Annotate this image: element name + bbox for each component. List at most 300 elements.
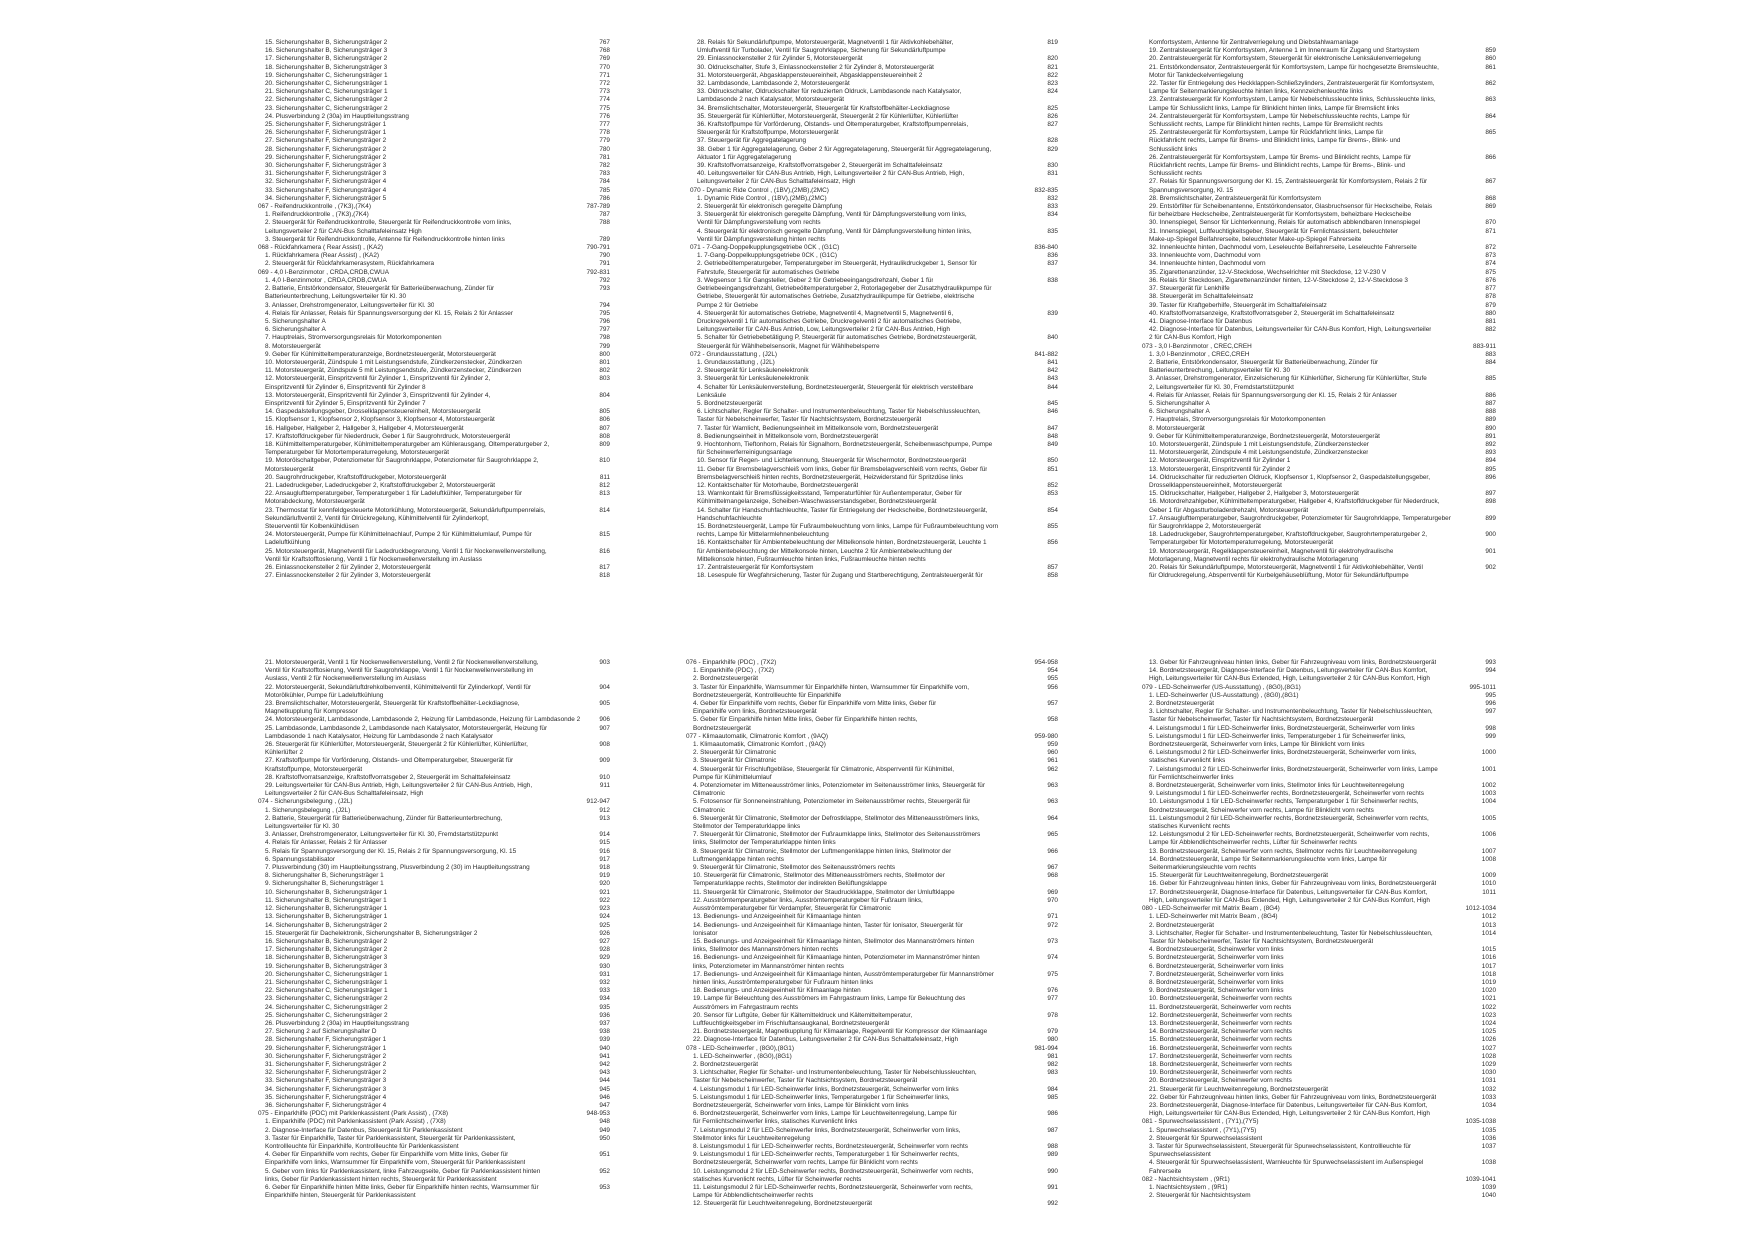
entry-text: 17. Kraftstoffdruckgeber für Niederdruck, Geber 1 für Saugrohrdruck, Motorsteuergerät <box>265 432 511 440</box>
index-entry <box>686 741 1058 749</box>
entry-text: 082 - Nachtsichtsystem , (9R1) <box>1142 1175 1230 1183</box>
index-entry <box>1142 146 1496 154</box>
index-entry <box>1142 823 1496 831</box>
entry-text: 26. Einlassnockensteller 2 für Zylinder 2, Motorsteuergerät <box>265 564 431 571</box>
entry-page-number: 900 <box>1485 531 1496 539</box>
entry-text: Motorlagerung, Magnetventil rechts für elektrohydraulische Motorlagerung <box>1149 555 1359 563</box>
entry-text: 18. Bedienungs- und Anzeigeeinheit für Klimaanlage hinten <box>693 987 861 995</box>
entry-text: 35. Zigarettenanzünder, 12-V-Steckdose, Wechselrichter mit Steckdose, 12 V-230 V <box>1149 268 1387 276</box>
entry-text: Leitungsverteiler für CAN-Bus Antrieb, Low, Leitungsverteiler 2 für CAN-Bus Antrieb, High <box>697 326 950 334</box>
index-entry <box>258 334 610 342</box>
column-bottom-right <box>1142 659 1496 1200</box>
entry-text: 4. Relais für Anlasser, Relais für Spannungsversorgung der Kl. 15, Relais 2 für Anlasser <box>1149 391 1397 399</box>
entry-page-number: 885 <box>1485 375 1496 383</box>
entry-text: 23. Bremslichtschalter, Motorsteuergerät, Steuergerät für Kraftstoffbehälter-Leckdiagnose, <box>265 700 520 708</box>
entry-page-number: 838 <box>1047 276 1058 284</box>
index-entry <box>690 556 1058 564</box>
entry-text: 7. Bordnetzsteuergerät, Scheinwerfer vorn links <box>1149 970 1284 978</box>
entry-text: 37. Steuergerät für Lenkhilfe <box>1149 285 1230 293</box>
entry-text: rechts, Lampe für Mittelarmlehnenbeleuchtung <box>697 531 829 539</box>
entry-page-number: 922 <box>599 896 610 904</box>
entry-page-number: 925 <box>599 921 610 929</box>
entry-page-number: 862 <box>1485 80 1496 88</box>
index-entry <box>686 905 1058 913</box>
index-entry <box>1142 457 1496 465</box>
entry-page-number: 940 <box>599 1044 610 1052</box>
entry-text: 3. Wegsensor 1 für Gangsteller, Geber 2 für Getriebeeingangsdrehzahl, Geber 1 für <box>697 276 934 284</box>
entry-text: Bordnetzsteuergerät, Scheinwerfer vorn links, Lampe für Blinklicht vorn links <box>693 1101 909 1109</box>
index-entry <box>690 252 1058 260</box>
index-entry <box>686 815 1058 823</box>
entry-text: 16. Sicherungshalter B, Sicherungsträger 2 <box>265 937 388 945</box>
entry-page-number: 1034 <box>1481 1101 1496 1109</box>
entry-text: 1. Klimaautomatik, Climatronic Komfort , (9AQ) <box>693 741 826 749</box>
index-entry <box>686 954 1058 962</box>
entry-page-number: 1010 <box>1481 880 1496 888</box>
index-entry <box>690 392 1058 400</box>
entry-page-number: 982 <box>1047 1060 1058 1068</box>
index-entry <box>1142 474 1496 482</box>
entry-text: 5. Geber vorn links für Parklenkassistent, linke Fahrzeugseite, Geber für Parklenkassistent hinten <box>265 1167 541 1175</box>
index-entry <box>1142 1086 1496 1094</box>
index-entry <box>686 971 1058 979</box>
index-entry <box>258 1135 610 1143</box>
entry-text: 2, Leitungsverteiler für Kl. 30, Fremdstartstützpunkt <box>1149 383 1294 391</box>
entry-text: 4. Geber für Einparkhilfe vorn rechts, Geber für Einparkhilfe vorn Mitte links, Geber für <box>265 1151 509 1159</box>
entry-text: 23. Bordnetzsteuergerät, Diagnose-Interface für Datenbus, Leitungsverteiler für CAN-Bus Komfort, <box>1149 1101 1428 1109</box>
index-entry <box>258 433 610 441</box>
entry-text: 2. Steuergerät für Climatronic <box>693 749 777 757</box>
entry-text: 27. Einlassnockensteller 2 für Zylinder 3, Motorsteuergerät <box>265 572 431 580</box>
index-entry <box>1142 971 1496 979</box>
entry-text: Einparkhilfe vorn links, Bordnetzsteuergerät <box>693 708 817 716</box>
index-entry <box>258 137 610 145</box>
index-entry <box>258 659 610 667</box>
index-entry <box>1142 178 1496 186</box>
index-entry <box>258 408 610 416</box>
entry-text: 5. Bordnetzsteuergerät, Scheinwerfer vorn links <box>1149 954 1284 962</box>
index-entry <box>258 55 610 63</box>
entry-text: 16. Motordrehzahlgeber, Kühlmitteltemperaturgeber, Hallgeber 4, Kraftstoffdruckgeber für Niederdruck, <box>1149 498 1440 506</box>
entry-text: 14. Bordnetzsteuergerät, Lampe für Seitenmarkierungsleuchte vorn links, Lampe für <box>1149 855 1387 863</box>
entry-page-number: 910 <box>599 773 610 781</box>
index-entry <box>1142 170 1496 178</box>
entry-page-number: 840 <box>1047 334 1058 342</box>
entry-text: Leitungsverteiler für Kl. 30 <box>265 823 340 831</box>
entry-page-number: 833 <box>1047 203 1058 211</box>
entry-page-number: 995-1011 <box>1469 683 1496 691</box>
entry-text: Ventil für Kraftstofftosierung, Ventil 1 für Nockenwellenverstellung im Auslass <box>265 555 482 563</box>
entry-text: 27. Kraftstoffpumpe für Vorförderung, Ölstands- und Öltemperaturgeber, Steuergerät für <box>265 757 514 765</box>
entry-page-number: 777 <box>599 121 610 129</box>
index-entry <box>1142 1069 1496 1077</box>
entry-text: Druckregelventil 1 für automatisches Getriebe, Druckregelventil 2 für automatisches Getriebe, <box>697 317 962 325</box>
index-entry <box>258 1028 610 1036</box>
index-entry <box>258 815 610 823</box>
entry-page-number: 773 <box>599 88 610 96</box>
entry-text: 9. Geber für Kühlmitteltemperaturanzeige, Bordnetzsteuergerät, Motorsteuergerät <box>1149 432 1380 440</box>
entry-text: 10. Leistungsmodul 1 für LED-Scheinwerfer rechts, Temperaturgeber 1 für Scheinwerfer rechts, <box>1149 798 1419 806</box>
entry-text: 35. Steuergerät für Kühlerlüfter, Motorsteuergerät, Steuergerät 2 für Kühlerlüfter, Kühlerlüfter <box>697 112 959 120</box>
index-entry <box>686 897 1058 905</box>
entry-text: 3. Taster für Einparkhilfe, Warnsummer für Einparkhilfe hinten, Warnsummer für Einparkhilfe vorn, <box>693 683 970 691</box>
index-entry <box>258 1020 610 1028</box>
entry-page-number: 790 <box>599 252 610 260</box>
entry-text: 6. Bordnetzsteuergerät, Scheinwerfer vorn links, Lampe für Leuchtweitenregelung, Lampe für <box>693 1110 957 1118</box>
entry-text: 31. Sicherungshalter F, Sicherungsträger 2 <box>265 1060 387 1068</box>
index-entry <box>690 88 1058 96</box>
entry-text: Climatronic <box>693 790 725 798</box>
index-entry <box>1142 880 1496 888</box>
entry-text: 3. Taster für Spurwechselassistent, Steuergerät für Spurwechselassistent, Kontrollleuchte für <box>1149 1142 1412 1150</box>
index-entry <box>258 1069 610 1077</box>
entry-text: Lampe für Abblendlichtscheinwerfer rechts <box>693 1192 814 1200</box>
index-entry <box>690 146 1058 154</box>
entry-page-number: 995 <box>1485 691 1496 699</box>
index-entry <box>1142 137 1496 145</box>
index-entry <box>1142 375 1496 383</box>
entry-text: 15. Steuergerät für Dachelektronik, Sicherungshalter B, Sicherungsträger 2 <box>265 929 478 937</box>
entry-text: 14. Bedienungs- und Anzeigeeinheit für Klimaanlage hinten, Taster für Ionisator, Steuergerät für <box>693 921 963 929</box>
entry-text: 22. Motorsteuergerät, Sekundärluftdrehkolbenventil, Kühlmittelventil für Zylinderkopf, Ventil für <box>265 683 532 691</box>
entry-page-number: 1028 <box>1481 1052 1496 1060</box>
entry-page-number: 775 <box>599 104 610 112</box>
entry-page-number: 937 <box>599 1019 610 1027</box>
index-entry <box>686 684 1058 692</box>
entry-text: 4. Bordnetzsteuergerät, Scheinwerfer vorn links <box>1149 946 1284 954</box>
entry-page-number: 963 <box>1047 798 1058 806</box>
entry-page-number: 803 <box>599 375 610 383</box>
entry-text: 1. Reifendruckkontrolle , (7K3),(7K4) <box>265 211 369 219</box>
index-entry <box>686 1135 1058 1143</box>
entry-page-number: 823 <box>1047 80 1058 88</box>
index-entry <box>258 72 610 80</box>
index-entry <box>258 498 610 506</box>
entry-text: 1. LED-Scheinwerfer , (8G0),(8G1) <box>693 1052 792 1060</box>
entry-text: 15. Bedienungs- und Anzeigeeinheit für Klimaanlage hinten, Stellmotor des Mannanströmers hinten <box>693 937 975 945</box>
entry-page-number: 808 <box>599 432 610 440</box>
entry-page-number: 950 <box>599 1134 610 1142</box>
entry-page-number: 945 <box>599 1085 610 1093</box>
entry-text: 35. Sicherungshalter F, Sicherungsträger 4 <box>265 1093 387 1101</box>
entry-page-number: 1023 <box>1481 1011 1496 1019</box>
index-entry <box>258 979 610 987</box>
index-entry <box>1142 790 1496 798</box>
index-entry <box>258 113 610 121</box>
entry-page-number: 780 <box>599 145 610 153</box>
entry-text: Taster für Nebelscheinwerfer, Taster für Nachtsichtsystem, Bordnetzsteuergerät <box>693 1077 918 1085</box>
index-entry <box>258 864 610 872</box>
entry-page-number: 825 <box>1047 104 1058 112</box>
entry-text: 1. LED-Scheinwerfer (US-Ausstattung) , (8G0),(8G1) <box>1149 691 1299 699</box>
entry-page-number: 809 <box>599 440 610 448</box>
entry-page-number: 992 <box>1047 1200 1058 1208</box>
index-entry <box>1142 523 1496 531</box>
entry-text: 3. Lichtschalter, Regler für Schalter- und Instrumentenbeleuchtung, Taster für Nebelschlussleuchten, <box>693 1069 977 1077</box>
index-entry <box>690 359 1058 367</box>
index-entry <box>1142 798 1496 806</box>
entry-page-number: 952 <box>599 1167 610 1175</box>
index-entry <box>690 482 1058 490</box>
entry-page-number: 767 <box>599 39 610 46</box>
index-entry <box>258 187 610 195</box>
entry-text: 29. Leitungsverteiler für CAN-Bus Antrieb, High, Leitungsverteiler 2 für CAN-Bus Antrieb, High, <box>265 782 533 790</box>
index-entry <box>1142 1127 1496 1135</box>
entry-text: 25. Lambdasonde, Lambdasonde 2, Lambdasonde nach Katalysator, Motorsteuergerät, Heizung für <box>265 724 548 732</box>
index-entry <box>1142 121 1496 129</box>
index-entry <box>690 302 1058 310</box>
index-entry <box>258 782 610 790</box>
entry-text: 21. Entstörkondensator, Zentralsteuergerät für Komfortsystem, Lampe für hochgesetzte Bremsleuchte, <box>1149 63 1439 71</box>
entry-text: 40. Leitungsverteiler für CAN-Bus Antrieb, High, Leitungsverteiler 2 für CAN-Bus Antrieb, High, <box>697 170 965 178</box>
entry-page-number: 934 <box>599 995 610 1003</box>
entry-text: Pumpe 2 für Getriebe <box>697 301 759 309</box>
index-entry <box>686 1184 1058 1192</box>
entry-page-number: 917 <box>599 855 610 863</box>
entry-text: 17. Zentralsteuergerät für Komfortsystem <box>697 564 814 571</box>
index-entry <box>1142 1143 1496 1151</box>
entry-text: 076 - Einparkhilfe (PDC) , (7X2) <box>686 659 777 666</box>
entry-text: Kühlmittelmangelanzeige, Scheiben-Waschwasserstandsgeber, Bordnetzsteuergerät <box>697 498 937 506</box>
entry-page-number: 771 <box>599 71 610 79</box>
index-entry <box>686 692 1058 700</box>
index-entry <box>686 757 1058 765</box>
index-entry <box>1142 1012 1496 1020</box>
index-entry <box>690 531 1058 539</box>
index-entry <box>258 457 610 465</box>
entry-page-number: 948-953 <box>586 1110 610 1118</box>
index-entry <box>686 798 1058 806</box>
index-entry <box>690 203 1058 211</box>
index-entry <box>1142 228 1496 236</box>
index-entry <box>686 716 1058 724</box>
index-entry <box>690 137 1058 145</box>
entry-text: 6. Spannungsstabilisator <box>265 855 335 863</box>
index-entry <box>258 675 610 683</box>
entry-text: 22. Geber für Fahrzeugniveau hinten links, Geber für Fahrzeugniveau vorn links, Bordnetzsteuergerät <box>1149 1093 1437 1101</box>
index-entry <box>686 938 1058 946</box>
entry-text: 1. Dynamic Ride Control , (1BV),(2MB),(2MC) <box>697 194 827 202</box>
entry-page-number: 812 <box>599 481 610 489</box>
entry-text: 24. Motorsteuergerät, Pumpe für Kühlmittelnachlauf, Pumpe 2 für Kühlmittelumlauf, Pumpe für <box>265 531 532 539</box>
index-entry <box>258 1045 610 1053</box>
entry-text: 29. Einlassnockensteller 2 für Zylinder 5, Motorsteuergerät <box>697 55 863 63</box>
entry-text: Sekundärluftventil 2, Ventil für Ölrückregelung, Kühlmittelventil für Zylinderkopf, <box>265 514 489 522</box>
section-heading <box>1142 684 1496 692</box>
index-entry <box>690 219 1058 227</box>
entry-text: 16. Sicherungshalter B, Sicherungsträger 3 <box>265 47 388 55</box>
entry-text: Ventil für Kraftstofftosierung, Ventil für Saugrohrklappe, Ventil 1 für Nockenwellenverstellung im <box>265 667 534 675</box>
entry-text: Bordnetzsteuergerät, Scheinwerfer vorn rechts, Lampe für Blinklicht vorn rechts <box>1149 806 1374 814</box>
index-entry <box>258 219 610 227</box>
index-entry <box>1142 1094 1496 1102</box>
entry-text: 18. Ladedruckgeber, Saugrohrtemperaturgeber, Kraftstoffdruckgeber, Saugrohrtemperaturgeber 2, <box>1149 531 1428 539</box>
entry-text: 14. Bordnetzsteuergerät, Scheinwerfer vorn rechts <box>1149 1028 1292 1036</box>
index-entry <box>258 954 610 962</box>
entry-text: 1. Einparkhilfe (PDC) mit Parklenkassistent (Park Assist) , (7X8) <box>265 1118 446 1126</box>
entry-text: 16. Bedienungs- und Anzeigeeinheit für Klimaanlage hinten, Potenziometer im Mannanströmer hinten <box>693 954 980 962</box>
entry-text: 13. Motorsteuergerät, Einspritzventil für Zylinder 2 <box>1149 465 1291 473</box>
entry-text: Einparkhilfe hinten, Steuergerät für Parklenkassistent <box>265 1192 416 1200</box>
entry-text: Rückfahrlicht rechts, Lampe für Brems- und Blinklicht rechts, Lampe für Brems-, Blink- und <box>1149 162 1406 170</box>
entry-text: 8. Steuergerät für Climatronic, Stellmotor der Luftmengenklappe hinten links, Stellmotor der <box>693 847 952 855</box>
entry-text: 28. Relais für Sekundärluftpumpe, Motorsteuergerät, Magnetventil 1 für Aktivkohlebehälter, <box>697 39 954 46</box>
index-entry <box>258 146 610 154</box>
index-entry <box>1142 507 1496 515</box>
entry-text: 31. Sicherungshalter F, Sicherungsträger 3 <box>265 170 387 178</box>
entry-page-number: 887 <box>1485 399 1496 407</box>
index-entry <box>258 708 610 716</box>
entry-text: 34. Sicherungshalter F, Sicherungsträger 3 <box>265 1085 387 1093</box>
entry-page-number: 1035-1038 <box>1465 1118 1496 1126</box>
entry-text: 077 - Klimaautomatik, Climatronic Komfort , (9AQ) <box>686 732 829 740</box>
entry-page-number: 783 <box>599 170 610 178</box>
index-entry <box>686 1102 1058 1110</box>
entry-text: 4. Leistungsmodul 1 für LED-Scheinwerfer links, Bordnetzsteuergerät, Scheinwerfer vorn links <box>693 1085 959 1093</box>
entry-text: Motorabdeckung, Motorsteuergerät <box>265 498 365 506</box>
entry-page-number: 878 <box>1485 293 1496 301</box>
index-entry <box>258 1102 610 1110</box>
index-entry <box>1142 113 1496 121</box>
entry-text: Steuergerät für Wählhebelsensorik, Magnet für Wählhebelsperre <box>697 342 880 350</box>
index-entry <box>690 39 1058 47</box>
index-entry <box>686 856 1058 864</box>
entry-page-number: 963 <box>1047 782 1058 790</box>
entry-text: High, Leitungsverteiler für CAN-Bus Extended, High, Leitungsverteiler 2 für CAN-Bus Komfort, High <box>1149 675 1430 683</box>
index-entry <box>1142 741 1496 749</box>
entry-page-number: 923 <box>599 905 610 913</box>
index-entry <box>1142 129 1496 137</box>
entry-text: 17. Ansauglufttemperaturgeber, Saugrohrdruckgeber, Potenziometer für Saugrohrklappe, Temperaturgeber <box>1149 514 1451 522</box>
entry-text: 5. Sicherungshalter A <box>1149 399 1210 407</box>
entry-page-number: 996 <box>1485 700 1496 708</box>
entry-text: 37. Steuergerät für Aggregatelagerung <box>697 137 807 145</box>
index-entry <box>1142 416 1496 424</box>
index-entry <box>686 864 1058 872</box>
entry-text: 2. Steuergerät für Reifendruckkontrolle, Steuergerät für Reifendruckkontrolle vorn links, <box>265 219 512 227</box>
entry-text: 3. Steuergerät für Reifendruckkontrolle, Antenne für Reifendruckkontrolle hinten links <box>265 235 505 243</box>
entry-page-number: 1012 <box>1481 913 1496 921</box>
entry-page-number: 861 <box>1485 63 1496 71</box>
entry-text: 078 - LED-Scheinwerfer , (8G0),(8G1) <box>686 1044 794 1052</box>
entry-page-number: 827 <box>1047 121 1058 129</box>
index-entry <box>686 1118 1058 1126</box>
entry-page-number: 824 <box>1047 88 1058 96</box>
entry-page-number: 953 <box>599 1184 610 1191</box>
entry-text: 20. Sicherungshalter C, Sicherungsträger 1 <box>265 80 388 88</box>
index-entry <box>1142 260 1496 268</box>
entry-page-number: 1014 <box>1481 929 1496 937</box>
entry-page-number: 979 <box>1047 1028 1058 1036</box>
index-entry <box>1142 326 1496 334</box>
entry-text: 22. Diagnose-Interface für Datenbus, Leitungsverteiler 2 für CAN-Bus Schalttafeleinsatz, High <box>693 1036 958 1044</box>
index-entry <box>1142 749 1496 757</box>
index-entry <box>1142 954 1496 962</box>
index-entry <box>258 449 610 457</box>
entry-page-number: 939 <box>599 1036 610 1044</box>
entry-page-number: 811 <box>599 473 610 481</box>
index-entry <box>258 1077 610 1085</box>
entry-text: 3. Anlasser, Drehstromgenerator, Einzelsicherung für Kühlerlüfter, Sicherung für Kühlerlüfter, Stufe <box>1149 375 1427 383</box>
entry-page-number: 914 <box>599 831 610 839</box>
section-heading <box>258 269 610 277</box>
entry-page-number: 854 <box>1047 506 1058 514</box>
index-entry <box>1142 856 1496 864</box>
entry-page-number: 913 <box>599 814 610 822</box>
entry-text: Temperaturgeber für Motortemperaturregelung, Motorsteuergerät <box>1149 539 1333 547</box>
index-entry <box>1142 1077 1496 1085</box>
index-entry <box>258 733 610 741</box>
entry-text: 32. Sicherungshalter F, Sicherungsträger 2 <box>265 1069 387 1077</box>
entry-text: 2. Steuergerät für elektronisch geregelte Dämpfung <box>697 203 843 211</box>
index-entry <box>258 880 610 888</box>
index-entry <box>1142 1020 1496 1028</box>
entry-page-number: 1040 <box>1481 1192 1496 1200</box>
entry-text: 4. Steuergerät für elektronisch geregelte Dämpfung, Ventil für Dämpfungsverstellung hinten links, <box>697 227 972 235</box>
index-entry <box>1142 708 1496 716</box>
entry-text: Luftmengenklappe hinten rechts <box>693 855 784 863</box>
index-entry <box>690 121 1058 129</box>
index-entry <box>1142 285 1496 293</box>
index-entry <box>1142 1184 1496 1192</box>
entry-text: 33. Innenleuchte vorn, Dachmodul vorn <box>1149 252 1261 260</box>
entry-page-number: 792-831 <box>586 268 610 276</box>
index-entry <box>258 564 610 572</box>
section-heading <box>686 733 1058 741</box>
entry-page-number: 1031 <box>1481 1077 1496 1085</box>
entry-text: 13. Bedienungs- und Anzeigeeinheit für Klimaanlage hinten <box>693 913 861 921</box>
entry-text: 18. Sicherungshalter B, Sicherungsträger 3 <box>265 954 388 962</box>
index-entry <box>686 839 1058 847</box>
entry-page-number: 897 <box>1485 490 1496 498</box>
entry-page-number: 769 <box>599 55 610 63</box>
index-entry <box>258 848 610 856</box>
entry-text: Schlusslicht rechts, Lampe für Blinklicht hinten rechts, Lampe für Bremslicht rechts <box>1149 121 1383 129</box>
entry-page-number: 902 <box>1485 564 1496 571</box>
index-entry <box>258 121 610 129</box>
entry-text: Umluftventil für Turbolader, Ventil für Saugrohrklappe, Sicherung für Sekundärluftpumpe <box>697 47 946 55</box>
entry-text: Getriebe, Steuergerät für automatisches Getriebe, Zusatzhydraulikpumpe für Getriebe, elektrische <box>697 293 975 301</box>
index-entry <box>686 1200 1058 1208</box>
index-entry <box>1142 757 1496 765</box>
index-entry <box>1142 47 1496 55</box>
entry-page-number: 1037 <box>1481 1142 1496 1150</box>
entry-text: Luftfeuchtigkeitsgeber im Frischluftansaugkanal, Bordnetzsteuergerät <box>693 1019 890 1027</box>
entry-page-number: 967 <box>1047 864 1058 872</box>
index-entry <box>1142 733 1496 741</box>
index-entry <box>686 1036 1058 1044</box>
entry-page-number: 892 <box>1485 440 1496 448</box>
entry-page-number: 782 <box>599 162 610 170</box>
entry-text: 7. Plusverbindung (30) im Hauptleitungsstrang, Plusverbindung 2 (30) im Hauptleitungsstrang <box>265 864 530 872</box>
entry-page-number: 909 <box>599 757 610 765</box>
column-bottom-left <box>258 659 610 1200</box>
index-entry <box>258 971 610 979</box>
entry-page-number: 932 <box>599 978 610 986</box>
entry-page-number: 844 <box>1047 383 1058 391</box>
index-entry <box>686 1094 1058 1102</box>
index-entry <box>690 490 1058 498</box>
entry-page-number: 948 <box>599 1118 610 1126</box>
entry-page-number: 802 <box>599 367 610 375</box>
entry-text: 12. Sicherungshalter B, Sicherungsträger 1 <box>265 905 388 913</box>
entry-text: 8. Sicherungshalter B, Sicherungsträger 1 <box>265 872 384 880</box>
entry-text: 7. Hauptrelais, Stromversorgungsrelais für Motorkomponenten <box>265 334 442 342</box>
entry-text: 073 - 3,0 l-Benzinmotor , CREC,CREH <box>1142 342 1252 350</box>
entry-page-number: 807 <box>599 424 610 432</box>
index-entry <box>258 556 610 564</box>
entry-text: 13. Geber für Fahrzeugniveau hinten links, Geber für Fahrzeugniveau vorn links, Bordnetzsteuergerät <box>1149 659 1437 666</box>
